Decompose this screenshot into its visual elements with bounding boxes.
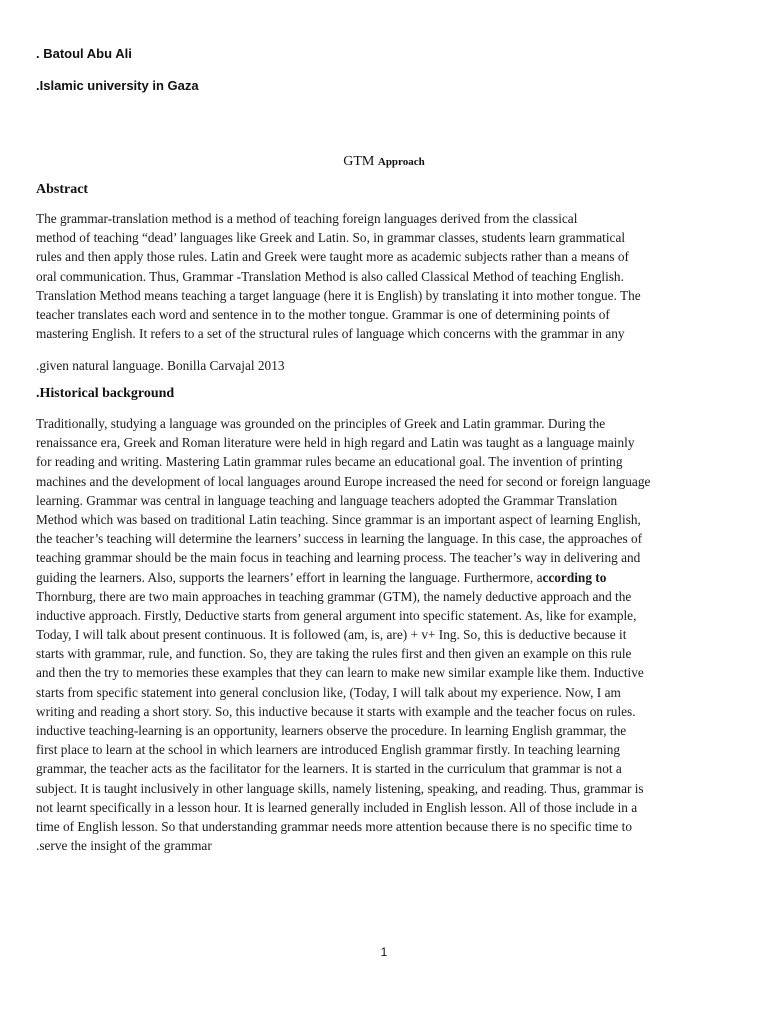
history-line: starts from specific statement into general conclusion like, (Today, I will talk about my experience. Now, I am	[36, 684, 621, 700]
history-line: .serve the insight of the grammar	[36, 838, 212, 854]
history-line: learning. Grammar was central in language teaching and language teachers adopted the Grammar Translation	[36, 492, 618, 508]
bold-fragment: ccording to	[542, 569, 607, 585]
history-line: starts with grammar, rule, and function. So, they are taking the rules first and then given an example on this rule	[36, 646, 632, 662]
history-line: subject. It is taught inclusively in other language skills, namely listening, speaking, and reading. Thus, grammar is	[36, 780, 644, 796]
history-line: and then the try to memories these examples that they can learn to make new similar example like them. Inductive	[36, 665, 644, 681]
document-title	[0, 154, 768, 170]
history-line: for reading and writing. Mastering Latin grammar rules became an educational goal. The invention of printing	[36, 454, 623, 470]
history-line: time of English lesson. So that understanding grammar needs more attention because there is no specific time to	[36, 818, 632, 834]
history-line: machines and the development of local languages around Europe increased the need for second or foreign language	[36, 473, 651, 489]
history-line: not learnt specifically in a lesson hour. It is learned generally included in English lesson. All of those include in a	[36, 799, 638, 815]
abstract-paragraph	[36, 209, 736, 343]
history-line: Traditionally, studying a language was grounded on the principles of Greek and Latin grammar. During the	[36, 416, 606, 431]
page-number: 1	[380, 945, 388, 959]
abstract-line: The grammar-translation method is a method of teaching foreign languages derived from the classical	[36, 211, 578, 226]
abstract-citation	[36, 356, 736, 375]
citation-line: .given natural language. Bonilla Carvajal 2013	[36, 358, 285, 373]
history-heading: .Historical background	[36, 386, 175, 401]
author-name: . Batoul Abu Ali	[36, 46, 132, 61]
history-line	[36, 568, 736, 587]
abstract-heading: Abstract	[36, 182, 89, 197]
history-line: inductive approach. Firstly, Deductive starts from general argument into specific statement. As, like for example,	[36, 607, 637, 623]
history-line: the teacher’s teaching will determine the learners’ success in learning the language. In this case, the approaches of	[36, 531, 643, 547]
history-line: writing and reading a short story. So, this inductive because it starts with example and the teacher focus on rules.	[36, 703, 636, 719]
history-line-text: guiding the learners. Also, supports the learners’ effort in learning the language. Furthermore, a	[36, 569, 543, 585]
abstract-line: mastering English. It refers to a set of the structural rules of language which concerns with the grammar in any	[36, 326, 625, 342]
history-line: renaissance era, Greek and Roman literature were held in high regard and Latin was taught as a language mainly	[36, 435, 635, 451]
abstract-line: teacher translates each word and sentence in to the mother tongue. Grammar is one of determining points of	[36, 306, 610, 322]
abstract-line: rules and then apply those rules. Latin and Greek were taught more as academic subjects rather than a means of	[36, 249, 629, 265]
history-line: first place to learn at the school in which learners are introduced English grammar firstly. In teaching learning	[36, 742, 620, 758]
history-line: Method which was based on traditional Latin teaching. Since grammar is an important aspect of learning English,	[36, 511, 641, 527]
history-line: Today, I will talk about present continuous. It is followed (am, is, are) + v+ Ing. So, this is deductive because it	[36, 627, 627, 643]
history-line: inductive teaching-learning is an opportunity, learners observe the procedure. In learning English grammar, the	[36, 723, 627, 738]
history-line: teaching grammar should be the main focus in teaching and learning process. The teacher’s way in delivering and	[36, 550, 641, 566]
abstract-line: oral communication. Thus, Grammar -Translation Method is also called Classical Method of teaching English.	[36, 268, 624, 284]
history-line: Thornburg, there are two main approaches in teaching grammar (GTM), the namely deductive approach and the	[36, 588, 632, 604]
history-paragraph	[36, 414, 736, 855]
abstract-line: Translation Method means teaching a target language (here it is English) by translating it into mother tongue. The	[36, 287, 641, 303]
abstract-line: method of teaching “dead’ languages like Greek and Latin. So, in grammar classes, students learn grammatical	[36, 230, 626, 246]
author-affiliation: .Islamic university in Gaza	[36, 78, 199, 93]
history-line: grammar, the teacher acts as the facilitator for the learners. It is started in the curriculum that grammar is not a	[36, 761, 622, 777]
title-sub: Approach	[377, 156, 425, 168]
title-main: GTM	[343, 154, 375, 169]
